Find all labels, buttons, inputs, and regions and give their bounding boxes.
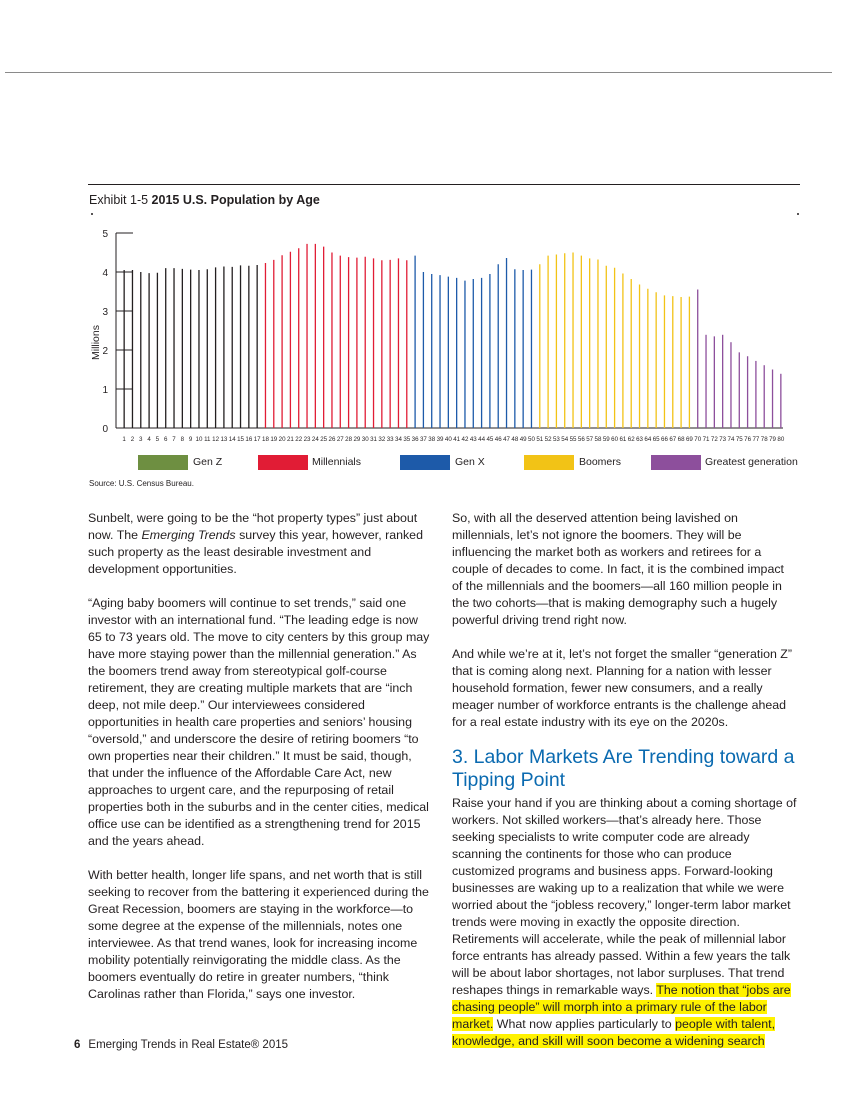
legend-label-greatest-generation: Greatest generation bbox=[705, 456, 798, 468]
x-tick-label: 50 bbox=[528, 436, 535, 443]
x-tick-label: 71 bbox=[702, 436, 710, 443]
exhibit-name: 2015 U.S. Population by Age bbox=[151, 193, 320, 207]
x-tick-label: 17 bbox=[253, 436, 261, 443]
x-tick-label: 28 bbox=[345, 436, 353, 443]
x-tick-label: 21 bbox=[286, 436, 294, 443]
x-tick-label: 44 bbox=[478, 436, 486, 443]
left-p1-text-b: survey this year, however, ranked such property as the least desirable investment and development opportunities. bbox=[88, 528, 423, 576]
x-tick-label: 34 bbox=[395, 436, 402, 443]
page-number: 6 bbox=[74, 1039, 81, 1051]
x-tick-label: 15 bbox=[237, 436, 244, 443]
x-tick-label: 31 bbox=[370, 436, 377, 443]
left-paragraph-3: With better health, longer life spans, and net worth that is still seeking to recover from the battering it experienced during the Great Recession, boomers are staying in the workforce—to some degree at the expense of the millennials, notes one interviewee. As that trend wanes, look for increasing income mobility potentially reinvigorating the middle class. As the boomers eventually do retire in greater numbers, “think Carolinas rather than Florida,” says one investor. bbox=[88, 868, 429, 1001]
x-tick-label: 58 bbox=[594, 436, 602, 443]
x-tick-label: 79 bbox=[769, 436, 776, 443]
x-tick-label: 42 bbox=[461, 436, 469, 443]
x-tick-label: 56 bbox=[577, 436, 585, 443]
x-tick-label: 16 bbox=[245, 436, 253, 443]
x-tick-label: 59 bbox=[602, 436, 610, 443]
x-tick-label: 52 bbox=[544, 436, 552, 443]
x-tick-label: 23 bbox=[303, 436, 311, 443]
chart-source: Source: U.S. Census Bureau. bbox=[89, 479, 194, 488]
scan-mark bbox=[797, 213, 799, 215]
x-tick-label: 46 bbox=[494, 436, 502, 443]
x-tick-label: 57 bbox=[586, 436, 594, 443]
highlighted-text-2: people with talent, knowledge, and skill will soon become a widening search bbox=[452, 1017, 776, 1048]
y-tick-label: 5 bbox=[102, 229, 108, 240]
highlighted-text-1: The notion that “jobs are chasing people” will morph into a primary rule of the labor market. bbox=[452, 983, 791, 1031]
x-tick-label: 60 bbox=[611, 436, 619, 443]
right-p3-text-b: What now applies particularly to bbox=[493, 1017, 676, 1031]
x-tick-label: 80 bbox=[777, 436, 785, 443]
right-paragraph-3 bbox=[452, 795, 797, 1050]
exhibit-rule bbox=[88, 184, 800, 185]
x-tick-label: 75 bbox=[735, 436, 743, 443]
x-tick-label: 20 bbox=[278, 436, 286, 443]
x-tick-label: 62 bbox=[627, 436, 635, 443]
x-tick-label: 68 bbox=[677, 436, 685, 443]
x-tick-label: 22 bbox=[295, 436, 303, 443]
x-tick-label: 4 bbox=[147, 436, 151, 443]
x-tick-label: 7 bbox=[172, 436, 176, 443]
scan-mark bbox=[91, 213, 93, 215]
right-paragraph-1: So, with all the deserved attention being lavished on millennials, let’s not ignore the boomers. They will be influencing the market both as workers and retirees for a couple of decades to come. In fact, it is the combined impact of the millennials and the boomers—all 160 million people in the two cohorts—that is making demography such a hugely powerful driving trend right now. bbox=[452, 511, 784, 627]
x-tick-label: 41 bbox=[453, 436, 461, 443]
x-tick-label: 8 bbox=[180, 436, 185, 443]
exhibit-label: Exhibit 1-5 bbox=[89, 193, 149, 207]
y-tick-label: 0 bbox=[102, 424, 108, 435]
x-tick-label: 78 bbox=[760, 436, 768, 443]
x-tick-label: 13 bbox=[220, 436, 228, 443]
left-paragraph-1 bbox=[88, 510, 433, 578]
x-tick-label: 63 bbox=[636, 436, 643, 443]
x-tick-label: 9 bbox=[188, 436, 193, 443]
x-tick-label: 33 bbox=[386, 436, 394, 443]
x-tick-label: 66 bbox=[661, 436, 668, 443]
x-tick-label: 73 bbox=[719, 436, 727, 443]
x-tick-label: 27 bbox=[336, 436, 344, 443]
x-tick-label: 5 bbox=[155, 436, 160, 443]
population-chart bbox=[80, 218, 792, 450]
x-tick-label: 54 bbox=[561, 436, 569, 443]
legend-label-gen-z: Gen Z bbox=[193, 456, 223, 468]
x-tick-label: 40 bbox=[444, 436, 452, 443]
x-tick-label: 19 bbox=[270, 436, 278, 443]
legend-label-millennials: Millennials bbox=[312, 456, 362, 468]
y-axis-label: Millions bbox=[90, 324, 102, 361]
x-tick-label: 10 bbox=[195, 436, 203, 443]
x-tick-label: 45 bbox=[486, 436, 494, 443]
x-tick-label: 48 bbox=[511, 436, 519, 443]
legend-label-gen-x: Gen X bbox=[455, 456, 485, 468]
x-tick-label: 35 bbox=[403, 436, 411, 443]
x-tick-label: 76 bbox=[744, 436, 752, 443]
x-tick-label: 11 bbox=[204, 436, 211, 443]
publication-title: Emerging Trends in Real Estate® 2015 bbox=[88, 1039, 289, 1051]
x-tick-label: 39 bbox=[436, 436, 444, 443]
x-tick-label: 38 bbox=[428, 436, 436, 443]
x-tick-label: 70 bbox=[694, 436, 702, 443]
x-tick-label: 37 bbox=[419, 436, 427, 443]
x-tick-label: 26 bbox=[328, 436, 336, 443]
legend-swatch-boomers bbox=[524, 455, 574, 470]
section-heading: 3. Labor Markets Are Trending toward a Tipping Point bbox=[452, 746, 795, 791]
y-tick-label: 3 bbox=[102, 307, 108, 318]
x-tick-label: 29 bbox=[353, 436, 361, 443]
top-rule bbox=[5, 72, 832, 73]
y-tick-label: 2 bbox=[102, 346, 108, 357]
right-paragraph-2: And while we’re at it, let’s not forget the smaller “generation Z” that is coming along next. Planning for a nation with lesser household formation, fewer new consumers, and a really meager number of workforce entrants is the challenge ahead for a real estate industry with its eye on the 2020s. bbox=[452, 647, 792, 729]
x-tick-label: 12 bbox=[212, 436, 220, 443]
x-tick-label: 25 bbox=[320, 436, 328, 443]
legend-label-boomers: Boomers bbox=[579, 456, 622, 468]
x-tick-label: 36 bbox=[411, 436, 419, 443]
legend-swatch-millennials bbox=[258, 455, 308, 470]
x-tick-label: 2 bbox=[130, 436, 135, 443]
y-tick-label: 4 bbox=[102, 268, 108, 279]
x-tick-label: 43 bbox=[469, 436, 477, 443]
x-tick-label: 32 bbox=[378, 436, 386, 443]
x-tick-label: 49 bbox=[519, 436, 527, 443]
left-column bbox=[88, 510, 433, 1003]
x-tick-label: 77 bbox=[752, 436, 760, 443]
x-tick-label: 3 bbox=[139, 436, 143, 443]
x-tick-label: 47 bbox=[503, 436, 510, 443]
x-tick-label: 18 bbox=[262, 436, 269, 443]
right-p3-text-a: Raise your hand if you are thinking about a coming shortage of workers. Not skilled workers—that’s already here. Those seeking specialists to write computer code are already scanning the continents for those who can produce customized programs and business apps. Forward-looking businesses are waking up to a realization that while we were worried about the “jobless recovery,” longer-term labor market trends were moving in exactly the opposite direction. Retirements will accelerate, while the peak of millennial labor force entrants has already passed. Within a few years the talk will be about labor shortages, not labor surpluses. That trend reshapes things in remarkable ways. bbox=[452, 796, 797, 997]
x-tick-label: 51 bbox=[536, 436, 544, 443]
right-column bbox=[452, 510, 797, 1050]
x-tick-label: 69 bbox=[685, 436, 693, 443]
x-tick-label: 74 bbox=[727, 436, 735, 443]
x-tick-label: 24 bbox=[311, 436, 319, 443]
x-tick-label: 6 bbox=[163, 436, 168, 443]
legend-swatch-gen-z bbox=[138, 455, 188, 470]
chart-legend bbox=[0, 455, 850, 471]
legend-swatch-greatest-generation bbox=[651, 455, 701, 470]
exhibit-title bbox=[89, 193, 320, 207]
x-tick-label: 67 bbox=[669, 436, 677, 443]
x-tick-label: 61 bbox=[619, 436, 627, 443]
x-tick-label: 65 bbox=[652, 436, 660, 443]
left-p1-text-a: Sunbelt, were going to be the “hot property types” just about now. The bbox=[88, 511, 418, 542]
x-tick-label: 55 bbox=[569, 436, 577, 443]
x-tick-label: 53 bbox=[552, 436, 560, 443]
publication-name-italic: Emerging Trends bbox=[141, 528, 236, 542]
x-tick-label: 14 bbox=[228, 436, 236, 443]
x-tick-label: 30 bbox=[361, 436, 369, 443]
x-tick-label: 72 bbox=[710, 436, 718, 443]
legend-swatch-gen-x bbox=[400, 455, 450, 470]
page-footer bbox=[74, 1039, 288, 1051]
x-tick-label: 64 bbox=[644, 436, 652, 443]
left-paragraph-2: “Aging baby boomers will continue to set trends,” said one investor with an international fund. “The leading edge is now 65 to 73 years old. The move to city centers by this group may have more staying power than the millennial generation.” As the boomers trend away from stereotypical golf-course retirement, they are creating multiple markets that are “inch deep, not mile deep.” Our interviewees considered opportunities in health care properties and seniors’ housing “oversold,” and underscore the desire of retiring boomers “to own properties near their children.” It must be said, though, that under the influence of the Affordable Care Act, new approaches to urgent care, and the repurposing of retail properties both in the suburbs and in the center cities, medical office use can be identified as a strengthening trend for 2015 and the years ahead. bbox=[88, 596, 430, 848]
y-tick-label: 1 bbox=[102, 385, 108, 396]
x-tick-label: 1 bbox=[122, 436, 126, 443]
